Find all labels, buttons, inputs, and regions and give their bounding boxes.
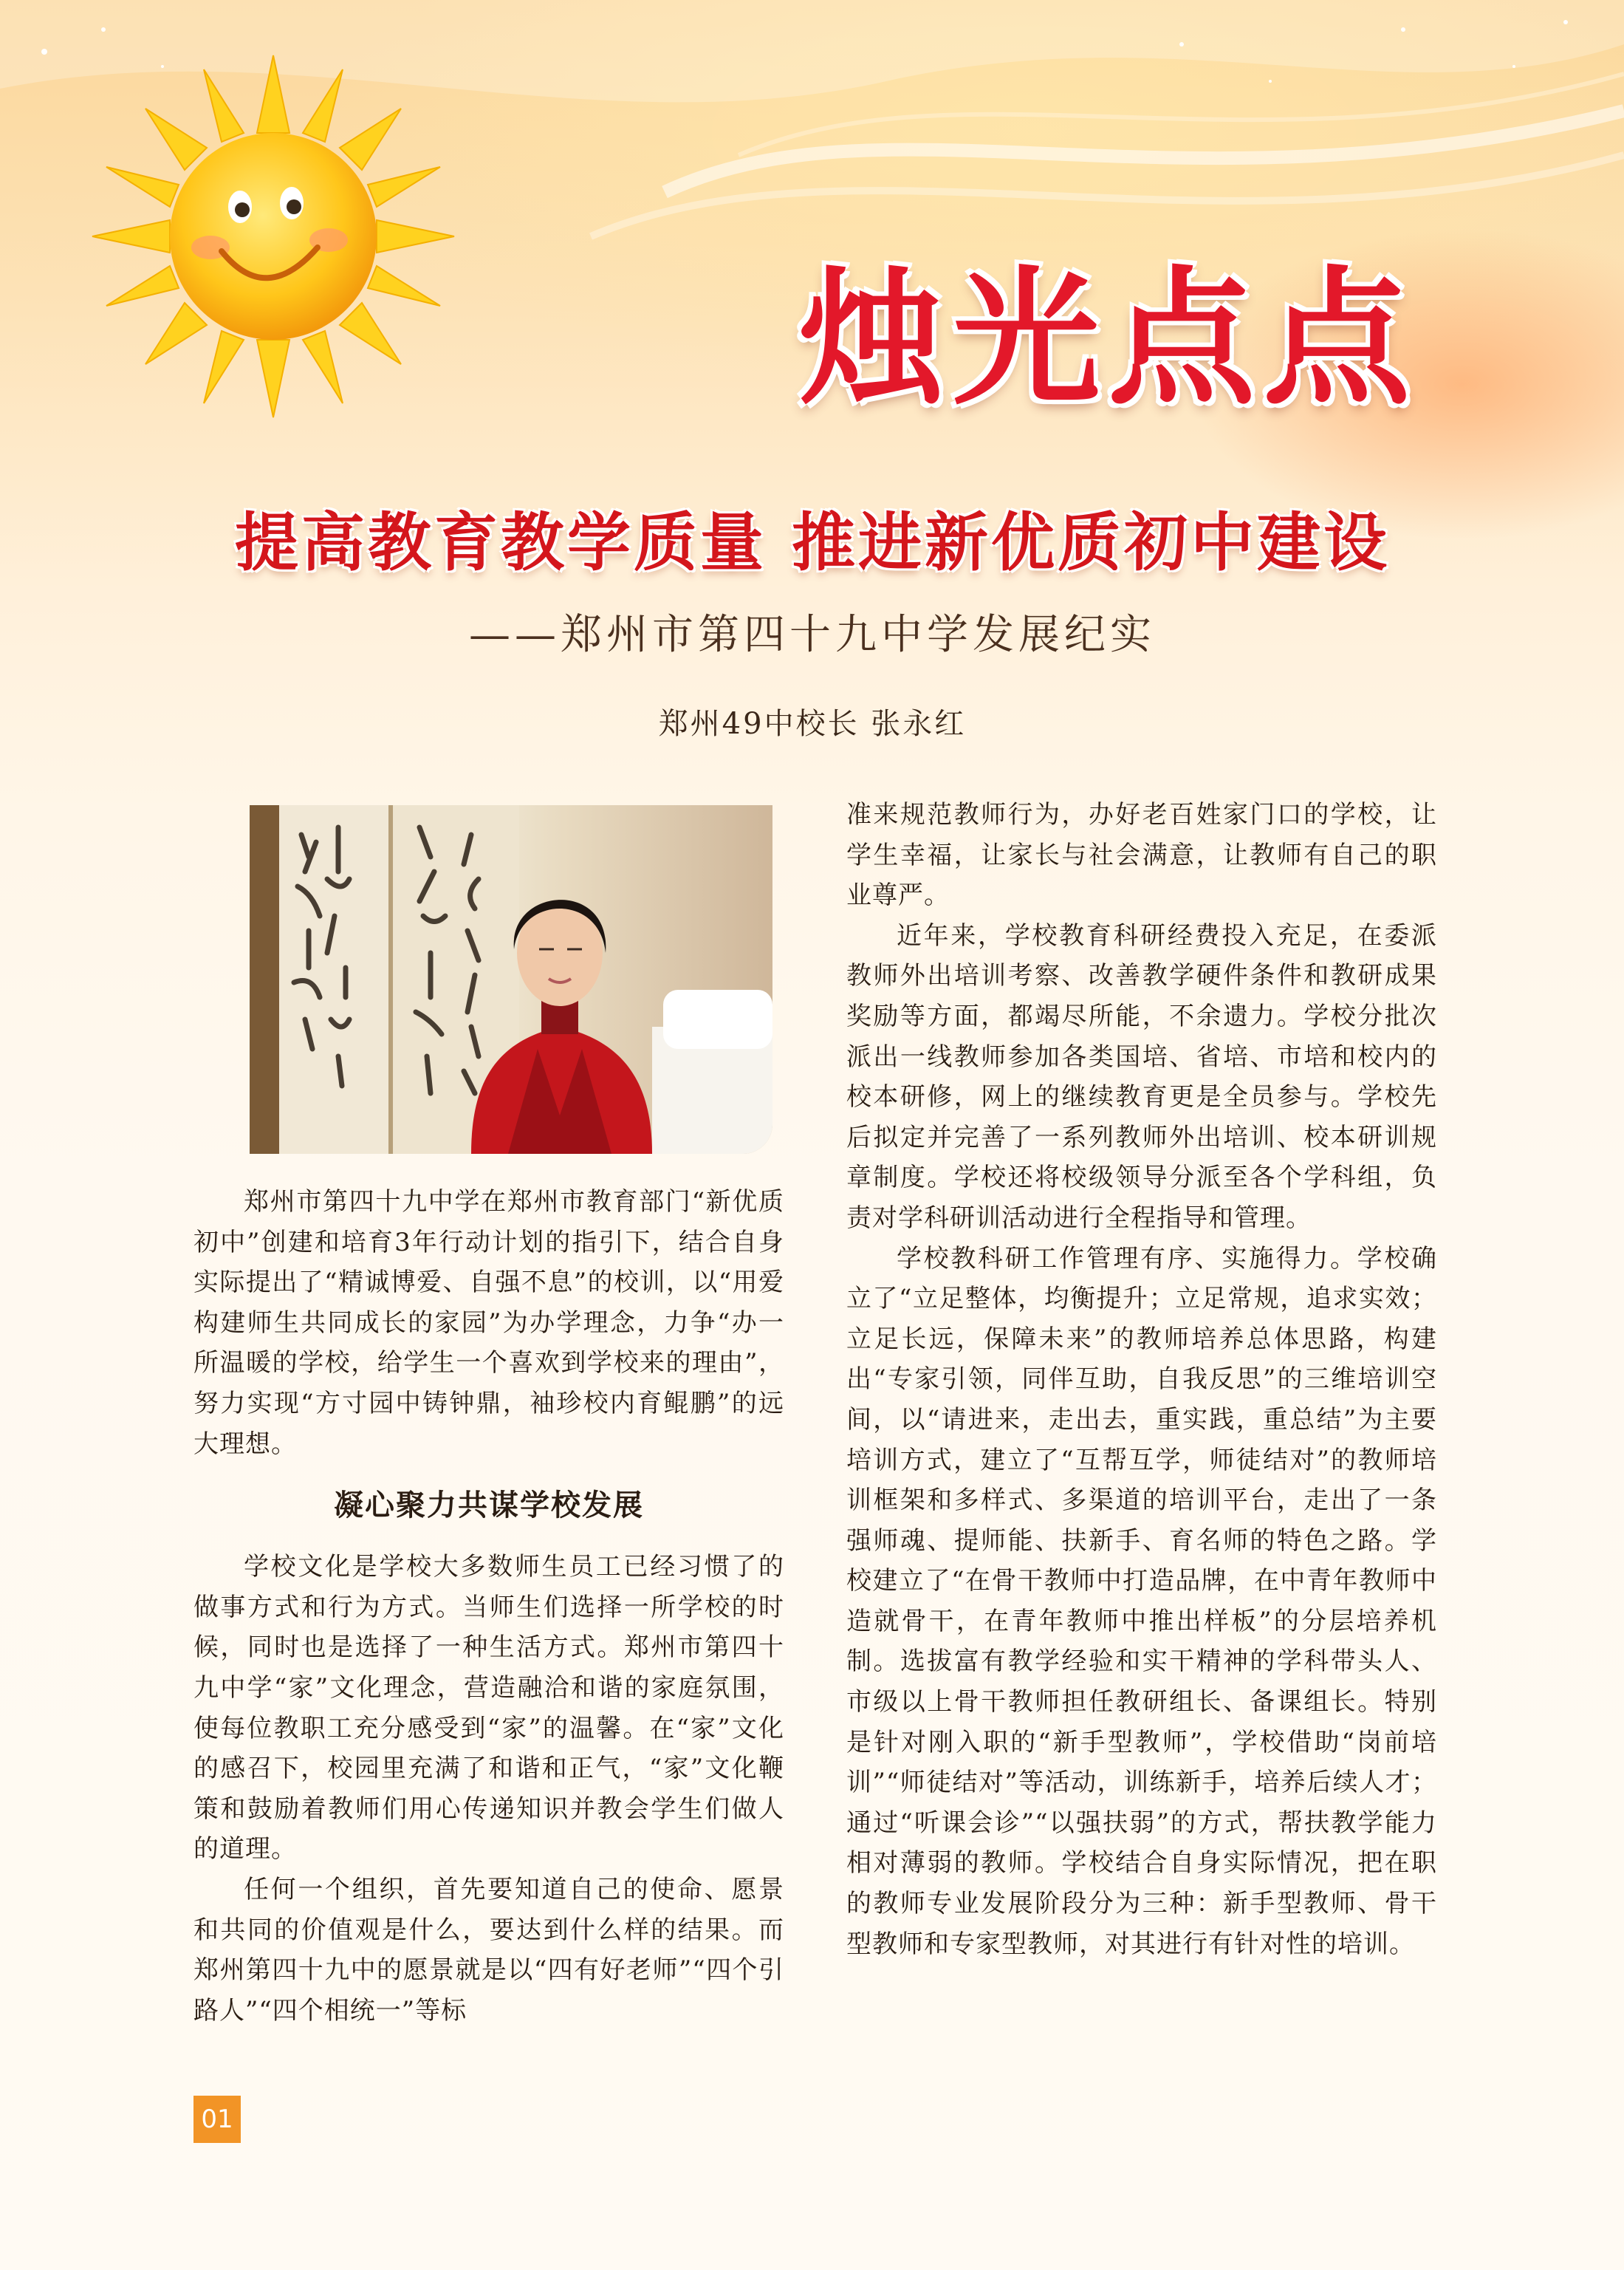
article-headline: 提高教育教学质量 推进新优质初中建设 xyxy=(235,506,1390,580)
sun-icon xyxy=(81,52,465,421)
article-subtitle: ——郑州市第四十九中学发展纪实 xyxy=(469,611,1156,659)
right-text-column xyxy=(846,795,1437,1964)
column-title: 烛光点点 xyxy=(797,253,1418,425)
article-author: 郑州49中校长 张永红 xyxy=(658,707,967,741)
page-number-badge: 01 xyxy=(193,2096,241,2143)
section-heading: 凝心聚力共谋学校发展 xyxy=(334,1488,644,1523)
body-paragraph: 准来规范教师行为，办好老百姓家门口的学校，让学生幸福，让家长与社会满意，让教师有自己的职业尊严。 xyxy=(846,800,1437,911)
principal-portrait-photo xyxy=(250,805,772,1154)
body-paragraph: 近年来，学校教育科研经费投入充足，在委派教师外出培训考察、改善教学硬件条件和教研成果奖励等方面，都竭尽所能，不余遗力。学校分批次派出一线教师参加各类国培、省培、市培和校内的校本研修，网上的继续教育更是全员参与。学校先后拟定并完善了一系列教师外出培训、校本研训规章制度。学校还将校级领导分派至各个学科组，负责对学科研训活动进行全程指导和管理。 xyxy=(846,920,1437,1233)
intro-paragraph: 郑州市第四十九中学在郑州市教育部门“新优质初中”创建和培育3年行动计划的指引下，结合自身实际提出了“精诚博爱、自强不息”的校训，以“用爱构建师生共同成长的家园”为办学理念，力争“办一所温暖的学校，给学生一个喜欢到学校来的理由”，努力实现“方寸园中铸钟鼎，袖珍校内育鲲鹏”的远大理想。 xyxy=(193,1187,784,1459)
body-paragraph: 学校文化是学校大多数师生员工已经习惯了的做事方式和行为方式。当师生们选择一所学校的时候，同时也是选择了一种生活方式。郑州市第四十九中学“家”文化理念，营造融洽和谐的家庭氛围，使每位教职工充分感受到“家”的温馨。在“家”文化的感召下，校园里充满了和谐和正气，“家”文化鞭策和鼓励着教师们用心传递知识并教会学生们做人的道理。 xyxy=(193,1552,784,1864)
body-paragraph: 学校教科研工作管理有序、实施得力。学校确立了“立足整体，均衡提升；立足常规，追求实效；立足长远，保障未来”的教师培养总体思路，构建出“专家引领，同伴互助，自我反思”的三维培训空间，以“请进来，走出去，重实践，重总结”为主要培训方式，建立了“互帮互学，师徒结对”的教师培训框架和多样式、多渠道的培训平台，走出了一条强师魂、提师能、扶新手、育名师的特色之路。学校建立了“在骨干教师中打造品牌，在中青年教师中造就骨干，在青年教师中推出样板”的分层培养机制。选拔富有教学经验和实干精神的学科带头人、市级以上骨干教师担任教研组长、备课组长。特别是针对刚入职的“新手型教师”，学校借助“岗前培训”“师徒结对”等活动，训练新手，培养后续人才；通过“听课会诊”“以强扶弱”的方式，帮扶教学能力相对薄弱的教师。学校结合自身实际情况，把在职的教师专业发展阶段分为三种：新手型教师、骨干型教师和专家型教师，对其进行有针对性的培训。 xyxy=(846,1243,1437,1959)
body-paragraph: 任何一个组织，首先要知道自己的使命、愿景和共同的价值观是什么，要达到什么样的结果。而郑州第四十九中的愿景就是以“四有好老师”“四个引路人”“四个相统一”等标 xyxy=(193,1874,784,2025)
left-text-column xyxy=(193,1182,784,2031)
